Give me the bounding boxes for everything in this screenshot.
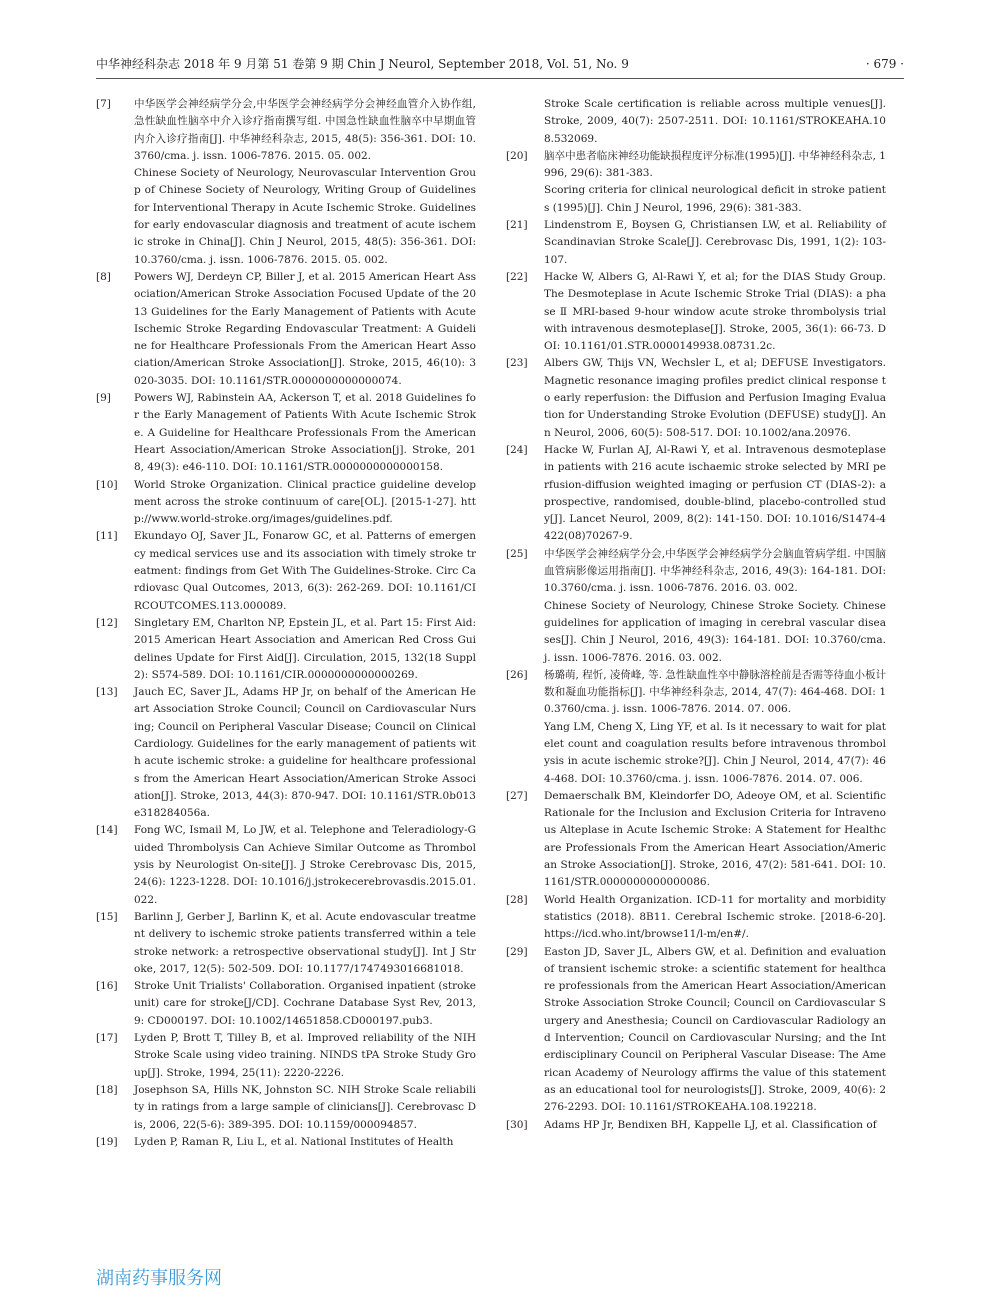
reference-number: [17] <box>96 1032 118 1045</box>
reference-item <box>506 442 886 546</box>
reference-number: [26] <box>506 668 528 681</box>
reference-text: Josephson SA, Hills NK, Johnston SC. NIH Stroke Scale reliability in ratings from a large sample of clinicians[J]. Cerebrovasc Dis, 2006, 22(5-6): 389-395. DOI: 10.1159/000094857. <box>134 1083 476 1131</box>
reference-text: Hacke W, Furlan AJ, Al-Rawi Y, et al. Intravenous desmoteplase in patients with 216 acute ischaemic stroke selected by MRI perfusion-diffusion weighted imaging or perfusion CT (DIAS-2): a prospective, randomised, double-blind, placebo-controlled study[J]. Lancet Neurol, 2009, 8(2): 141-150. DOI: 10.1016/S1474-4422(08)70267-9. <box>544 443 886 543</box>
reference-number: [22] <box>506 270 528 283</box>
reference-text: Adams HP Jr, Bendixen BH, Kappelle LJ, et al. Classification of <box>544 1118 877 1131</box>
reference-number: [25] <box>506 547 528 560</box>
reference-number: [12] <box>96 616 118 629</box>
reference-column-left <box>96 96 476 1151</box>
reference-number: [13] <box>96 686 118 699</box>
watermark-logo: 湖南药事服务网 <box>96 1268 222 1289</box>
reference-number: [14] <box>96 824 118 837</box>
reference-item <box>96 684 476 822</box>
reference-number: [10] <box>96 478 118 491</box>
reference-text: Jauch EC, Saver JL, Adams HP Jr, on behalf of the American Heart Association Stroke Council; Council on Cardiovascular Nursing; Council on Peripheral Vascular Disease; Council on Clinical Cardiology. Guidelines for the early management of patients with acute ischemic stroke: a guideline for healthcare professionals from the American Heart Association/American Stroke Association[J]. Stroke, 2013, 44(3): 870-947. DOI: 10.1161/STR.0b013e318284056a. <box>134 686 476 820</box>
reference-item <box>96 1082 476 1134</box>
reference-text-english: Scoring criteria for clinical neurological deficit in stroke patients (1995)[J]. Chin J Neurol, 1996, 29(6): 381-383. <box>544 184 886 214</box>
reference-item <box>506 148 886 217</box>
reference-item <box>506 944 886 1117</box>
reference-column-right <box>506 96 886 1134</box>
reference-item <box>506 96 886 148</box>
reference-text: Powers WJ, Rabinstein AA, Ackerson T, et al. 2018 Guidelines for the Early Management of Patients With Acute Ischemic Stroke. A Guideline for Healthcare Professionals From the American Heart Association/American Stroke Association[j]. Stroke, 2018, 49(3): e46-110. DOI: 10.1161/STR.0000000000000158. <box>134 392 476 474</box>
reference-item <box>96 477 476 529</box>
reference-number: [18] <box>96 1083 118 1096</box>
reference-text: Lyden P, Brott T, Tilley B, et al. Improved reliability of the NIH Stroke Scale using video training. NINDS tPA Stroke Study Group[J]. Stroke, 1994, 25(11): 2220-2226. <box>134 1032 476 1079</box>
reference-number: [23] <box>506 357 528 370</box>
reference-text: Powers WJ, Derdeyn CP, Biller J, et al. 2015 American Heart Association/American Stroke Association Focused Update of the 2013 Guidelines for the Early Management of Patients with Acute Ischemic Stroke Regarding Endovascular Treatment: A Guideline for Healthcare Professionals From the American Heart Association/American Stroke Association[J]. Stroke, 2015, 46(10): 3020-3035. DOI: 10.1161/STR.0000000000000074. <box>134 270 476 387</box>
reference-text: 脑卒中患者临床神经功能缺损程度评分标准(1995)[J]. 中华神经科杂志, 1996, 29(6): 381-383. <box>544 149 886 180</box>
reference-text: Barlinn J, Gerber J, Barlinn K, et al. Acute endovascular treatment delivery to ischemic stroke patients transferred within a telestroke network: a retrospective observational study[J]. Int J Stroke, 2017, 12(5): 502-509. DOI: 10.1177/1747493016681018. <box>134 910 476 975</box>
reference-text-english: Chinese Society of Neurology, Neurovascular Intervention Group of Chinese Society of Neurology, Writing Group of Guidelines for Interventional Therapy in Acute Ischemic Stroke. Guidelines for early endovascular diagnosis and treatment of acute ischemic stroke in China[J]. Chin J Neurol, 2015, 48(5): 356-361. DOI: 10.3760/cma. j. issn. 1006-7876. 2015. 05. 002. <box>134 167 476 266</box>
page-number: · 679 · <box>865 57 904 71</box>
running-header <box>96 56 904 79</box>
reference-item <box>506 1117 886 1134</box>
reference-text: Easton JD, Saver JL, Albers GW, et al. Definition and evaluation of transient ischemic stroke: a scientific statement for healthcare professionals from the American Heart Association/American Stroke Association Stroke Council; Council on Cardiovascular Surgery and Anesthesia; Council on Cardiovascular Radiology and Intervention; Council on Cardiovascular Nursing; and the Interdisciplinary Council on Peripheral Vascular Disease: The American Academy of Neurology affirms the value of this statement as an educational tool for neurologists[J]. Stroke, 2009, 40(6): 2276-2293. DOI: 10.1161/STROKEAHA.108.192218. <box>544 945 886 1114</box>
reference-number: [27] <box>506 789 528 802</box>
reference-text: Fong WC, Ismail M, Lo JW, et al. Telephone and Teleradiology-Guided Thrombolysis Can Achieve Similar Outcome as Thrombolysis by Neurologist On-site[J]. J Stroke Cerebrovasc Dis, 2015, 24(6): 1223-1228. DOI: 10.1016/j.jstrokecerebrovasdis.2015.01.022. <box>134 824 476 906</box>
reference-item <box>506 788 886 892</box>
reference-text: Lindenstrom E, Boysen G, Christiansen LW, et al. Reliability of Scandinavian Stroke Scale[J]. Cerebrovasc Dis, 1991, 1(2): 103-107. <box>544 219 886 266</box>
reference-number: [16] <box>96 980 118 993</box>
reference-number: [29] <box>506 945 528 958</box>
reference-text: World Health Organization. ICD-11 for mortality and morbidity statistics (2018). 8B11. Cerebral Ischemic stroke. [2018-6-20]. https://icd.who.int/browse11/l-m/en#/. <box>544 893 886 941</box>
reference-item <box>506 269 886 355</box>
reference-item <box>506 667 886 788</box>
reference-text: Demaerschalk BM, Kleindorfer DO, Adeoye OM, et al. Scientific Rationale for the Inclusion and Exclusion Criteria for Intravenous Alteplase in Acute Ischemic Stroke: A Statement for Healthcare Professionals From the American Heart Association/American Stroke Association[J]. Stroke, 2016, 47(2): 581-641. DOI: 10.1161/STR.0000000000000086. <box>544 789 886 889</box>
reference-text-english: Yang LM, Cheng X, Ling YF, et al. Is it necessary to wait for platelet count and coagulation results before intravenous thrombolysis in acute ischemic stroke?[J]. Chin J Neurol, 2014, 47(7): 464-468. DOI: 10.3760/cma. j. issn. 1006-7876. 2014. 07. 006. <box>544 720 886 785</box>
reference-text: Singletary EM, Charlton NP, Epstein JL, et al. Part 15: First Aid: 2015 American Heart Association and American Red Cross Guidelines Update for First Aid[J]. Circulation, 2015, 132(18 Suppl 2): S574-589. DOI: 10.1161/CIR.0000000000000269. <box>134 616 476 681</box>
reference-number: [24] <box>506 443 528 456</box>
journal-citation-header: 中华神经科杂志 2018 年 9 月第 51 卷第 9 期 Chin J Neurol, September 2018, Vol. 51, No. 9 <box>96 57 629 71</box>
reference-text: Ekundayo OJ, Saver JL, Fonarow GC, et al. Patterns of emergency medical services use and its association with timely stroke treatment: findings from Get With The Guidelines-Stroke. Circ Cardiovasc Qual Outcomes, 2013, 6(3): 262-269. DOI: 10.1161/CIRCOUTCOMES.113.000089. <box>134 530 476 612</box>
reference-text: 杨璐萌, 程忻, 凌倚峰, 等. 急性缺血性卒中静脉溶栓前是否需等待血小板计数和凝血功能指标[J]. 中华神经科杂志, 2014, 47(7): 464-468. DOI: 10.3760/cma. j. issn. 1006-7876. 2014. 07. 006. <box>544 668 886 716</box>
reference-number: [19] <box>96 1135 118 1148</box>
reference-number: [9] <box>96 392 111 405</box>
reference-number: [11] <box>96 530 118 543</box>
reference-item <box>96 822 476 908</box>
reference-number: [28] <box>506 893 528 906</box>
reference-item <box>96 615 476 684</box>
reference-number: [20] <box>506 149 528 162</box>
reference-text: World Stroke Organization. Clinical practice guideline development across the stroke continuum of care[OL]. [2015-1-27]. http://www.world-stroke.org/images/guidelines.pdf. <box>134 478 476 526</box>
reference-text: Hacke W, Albers G, Al-Rawi Y, et al; for the DIAS Study Group. The Desmoteplase in Acute Ischemic Stroke Trial (DIAS): a phase Ⅱ MRI-based 9-hour window acute stroke thrombolysis trial with intravenous desmoteplase[J]. Stroke, 2005, 36(1): 66-73. DOI: 10.1161/01.STR.0000149938.08731.2c. <box>544 270 886 353</box>
reference-number: [21] <box>506 219 528 232</box>
reference-item <box>506 892 886 944</box>
reference-text: Stroke Scale certification is reliable across multiple venues[J]. Stroke, 2009, 40(7): 2507-2511. DOI: 10.1161/STROKEAHA.108.532069. <box>544 98 886 145</box>
reference-number: [30] <box>506 1118 528 1131</box>
reference-text: Albers GW, Thijs VN, Wechsler L, et al; DEFUSE Investigators. Magnetic resonance imaging profiles predict clinical response to early reperfusion: the Diffusion and Perfusion Imaging Evaluation for Understanding Stroke Evolution (DEFUSE) study[J]. Ann Neurol, 2006, 60(5): 508-517. DOI: 10.1002/ana.20976. <box>544 357 886 439</box>
reference-item <box>96 390 476 476</box>
reference-item <box>506 355 886 441</box>
reference-text: Lyden P, Raman R, Liu L, et al. National Institutes of Health <box>134 1135 454 1148</box>
reference-number: [7] <box>96 98 111 110</box>
reference-text: Stroke Unit Trialists' Collaboration. Organised inpatient (stroke unit) care for stroke[J/CD]. Cochrane Database Syst Rev, 2013, 9: CD000197. DOI: 10.1002/14651858.CD000197.pub3. <box>134 980 476 1027</box>
reference-item <box>96 1134 476 1151</box>
reference-text: 中华医学会神经病学分会,中华医学会神经病学分会神经血管介入协作组,急性缺血性脑卒中介入诊疗指南撰写组. 中国急性缺血性脑卒中早期血管内介入诊疗指南[J]. 中华神经科杂志, 2015, 48(5): 356-361. DOI: 10.3760/cma. j. issn. 1006-7876. 2015. 05. 002. <box>134 98 476 162</box>
reference-item <box>96 978 476 1030</box>
reference-item <box>96 1030 476 1082</box>
reference-item <box>96 528 476 614</box>
reference-number: [8] <box>96 270 111 283</box>
reference-item <box>96 269 476 390</box>
reference-item <box>96 96 476 269</box>
reference-number: [15] <box>96 910 118 923</box>
reference-item <box>506 217 886 269</box>
reference-item <box>96 909 476 978</box>
reference-item <box>506 546 886 667</box>
reference-text: 中华医学会神经病学分会,中华医学会神经病学分会脑血管病学组. 中国脑血管病影像运用指南[J]. 中华神经科杂志, 2016, 49(3): 164-181. DOI: 10.3760/cma. j. issn. 1006-7876. 2016. 03. 002. <box>544 547 886 595</box>
reference-text-english: Chinese Society of Neurology, Chinese Stroke Society. Chinese guidelines for application of imaging in cerebral vascular diseases[J]. Chin J Neurol, 2016, 49(3): 164-181. DOI: 10.3760/cma. j. issn. 1006-7876. 2016. 03. 002. <box>544 599 886 664</box>
